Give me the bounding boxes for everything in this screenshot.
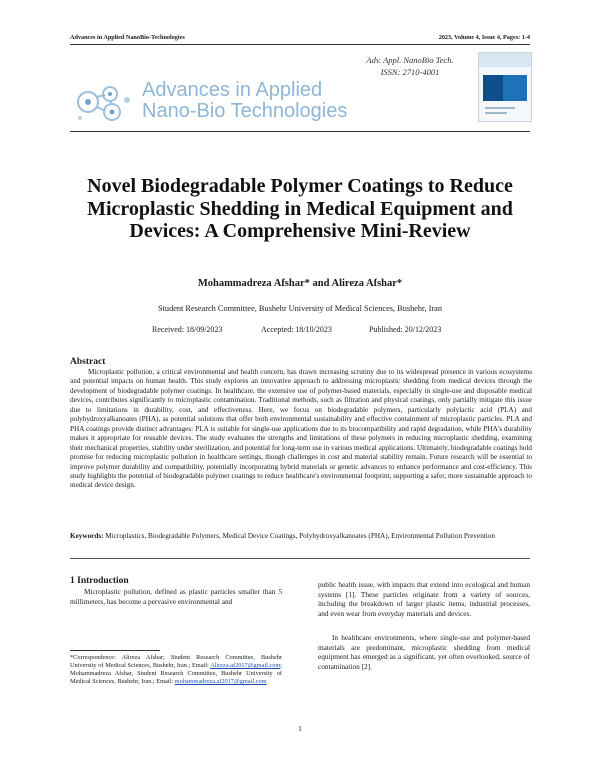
footnote-text-1: *Correspondence: Alireza Afshar; Student Research Committee, Bushehr University of Medical Sciences, Bushehr, Iran.; Email: <box>70 654 282 670</box>
email-link-mohammadreza[interactable]: mohammadreza.af2017@gmail.com <box>174 678 267 686</box>
article-authors: Mohammadreza Afshar* and Alireza Afshar* <box>197 278 403 289</box>
keywords <box>70 532 532 541</box>
footnote-text-2: ; Mohammadreza Afshar, Student Research Committee, Bushehr University of Medical Sciences, Bushehr, Iran.; Email: <box>70 662 282 686</box>
journal-abbrev: Adv. Appl. NanoBio Tech. <box>366 55 454 65</box>
intro-left-paragraph: Microplastic pollution, defined as plastic particles smaller than 5 millimeters, has become a pervasive environmental and <box>70 587 282 606</box>
journal-meta <box>350 54 470 78</box>
running-header-journal: Advances in Applied NanoBio-Technologies <box>70 34 185 41</box>
logo-line-1: Advances in Applied <box>142 79 323 101</box>
header-rule <box>70 44 530 45</box>
section-heading-introduction: 1 Introduction <box>70 576 129 586</box>
journal-issn: ISSN: 2710-4001 <box>380 67 440 77</box>
email-link-alireza[interactable]: Alireza.af2017@gmail.com <box>210 662 281 670</box>
logo-rule <box>70 131 530 132</box>
journal-logo-icon <box>72 80 138 126</box>
footnote-rule <box>70 650 160 651</box>
intro-right-paragraph-2: In healthcare environments, where single-use and polymer-based materials are predominant, microplastic shedding from medical equipment has emerged as a significant, yet often overlooked, source of contamination [2]. <box>318 633 530 672</box>
intro-right-paragraph-1: public health issue, with impacts that extend into ecological and human systems [1]. These particles originate from a variety of sources, including the breakdown of larger plastic items, industrial processes, and even wear from everyday materials and devices. <box>318 580 530 619</box>
abstract-heading: Abstract <box>70 357 106 367</box>
page-number: 1 <box>298 724 302 733</box>
keywords-label: Keywords: <box>70 532 104 540</box>
keywords-rule <box>70 558 530 559</box>
journal-logo-text <box>142 80 347 122</box>
article-title: Novel Biodegradable Polymer Coatings to Reduce Microplastic Shedding in Medical Equipment and Devices: A Comprehensive Mini-Review <box>87 175 513 242</box>
journal-cover-image <box>478 52 532 122</box>
received-date: Received: 18/09/2023 <box>152 325 223 334</box>
article-affiliation: Student Research Committee, Bushehr University of Medical Sciences, Bushehr, Iran <box>158 304 442 313</box>
logo-line-2: Nano-Bio Technologies <box>142 100 348 122</box>
correspondence-footnote <box>70 654 282 686</box>
keywords-text: Microplastics, Biodegradable Polymers, Medical Device Coatings, Polyhydroxyalkanoates (PHA), Environmental Pollution Prevention <box>105 532 495 540</box>
accepted-date: Accepted: 18/10/2023 <box>261 325 332 334</box>
running-header-issue: 2023, Volume 4, Issue 4, Pages: 1-4 <box>438 34 530 41</box>
abstract-text: Microplastic pollution, a critical environmental and health concern, has drawn increasing scrutiny due to its widespread presence in various ecosystems and potential impacts on human health. This study explores an innovative approach to addressing microplastic shedding from medical devices through the development of biodegradable polymer coatings. In healthcare, the extensive use of polymer-based materials, especially in single-use and disposable medical devices, contributes significantly to microplastic contamination. Traditional methods, such as filtration and physical coatings, only partially mitigate this issue due to limitations in durability, cost, and effectiveness. Here, we focus on biodegradable polymers, particularly polylactic acid (PLA) and polyhydroxyalkanoates (PHA), as potential solutions that offer both environmental sustainability and effective containment of microplastic particles. PLA and PHA coatings provide distinct advantages: PLA is suitable for single-use applications due to its biocompatibility and rapid degradation, while PHA's durability makes it appropriate for reusable devices. The study evaluates the strengths and limitations of these polymers in reducing microplastic shedding, examining their mechanical properties, stability under sterilization, and potential for long-term use in various medical applications. Ultimately, biodegradable coatings hold promise for reducing microplastic pollution in healthcare settings, though challenges in cost and material stability remain. Future research will be essential to improve polymer durability and compatibility, potentially incorporating hybrid materials or genetic advances to enhance performance and cost-efficiency. This study highlights the potential of biodegradable polymer coatings to reduce healthcare's environmental footprint, supporting a safer, more sustainable approach to medical device design. <box>70 368 532 490</box>
published-date: Published: 20/12/2023 <box>369 325 442 334</box>
